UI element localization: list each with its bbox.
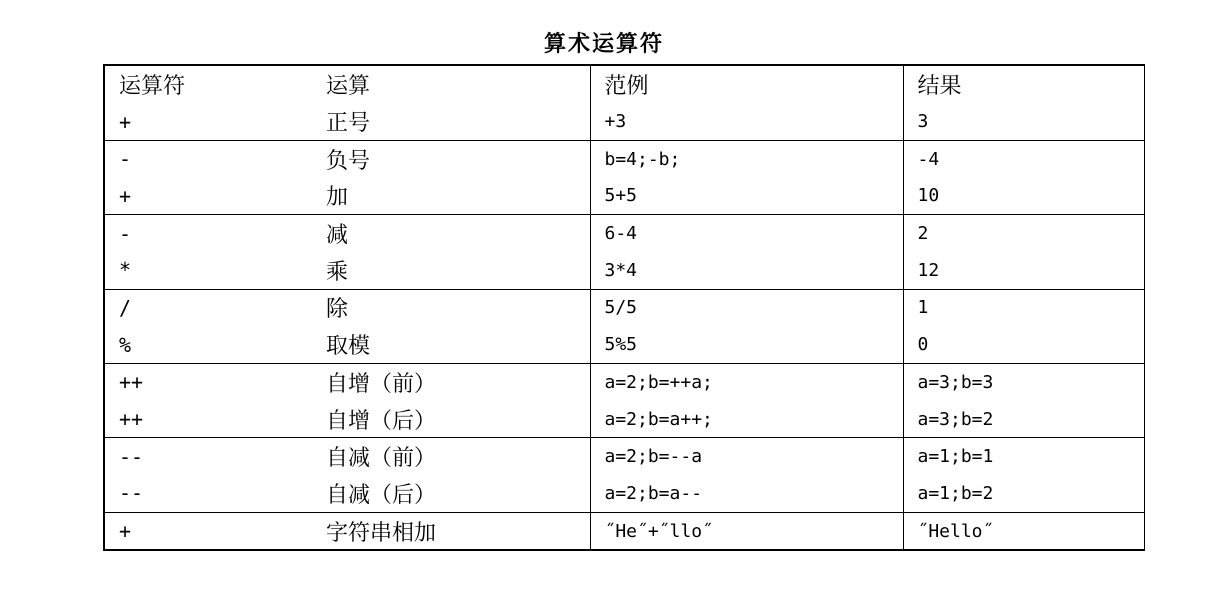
operation-cell: 正号 <box>326 111 371 137</box>
header-row <box>105 66 1144 103</box>
example-cell: +3 <box>590 103 903 140</box>
table-row <box>105 252 1144 289</box>
operator-cell: % <box>119 332 132 357</box>
operation-cell: 自减（后） <box>326 482 437 508</box>
operation-cell: 取模 <box>326 334 371 360</box>
operation-cell: 自减（前） <box>312 438 590 475</box>
operator-cell: -- <box>119 481 144 506</box>
operator-cell: - <box>105 140 312 177</box>
operator-cell: + <box>119 183 132 208</box>
result-cell: 10 <box>903 178 1144 215</box>
result-cell: a=3;b=2 <box>903 401 1144 438</box>
example-cell: 5+5 <box>590 178 903 215</box>
example-cell: a=2;b=--a <box>590 438 903 475</box>
example-cell: a=2;b=a++; <box>590 401 903 438</box>
result-cell: ˝Hello˝ <box>903 512 1144 549</box>
operator-cell: ++ <box>105 364 312 401</box>
table-title: 算术运算符 <box>543 32 664 57</box>
example-cell: a=2;b=a-- <box>590 475 903 512</box>
table-row <box>105 475 1144 512</box>
result-cell: 0 <box>903 326 1144 363</box>
result-cell: a=1;b=2 <box>903 475 1144 512</box>
operation-cell: 字符串相加 <box>312 512 590 549</box>
operator-cell: / <box>105 289 312 326</box>
table-row <box>105 289 1144 326</box>
example-cell: 3*4 <box>590 252 903 289</box>
operation-cell: 自增（前） <box>312 364 590 401</box>
operation-cell: 自增（后） <box>326 408 437 434</box>
table-row <box>105 178 1144 215</box>
table-row <box>105 401 1144 438</box>
example-cell: a=2;b=++a; <box>590 364 903 401</box>
table-row <box>105 103 1144 140</box>
example-cell: ˝He˝+˝llo˝ <box>590 512 903 549</box>
example-cell: b=4;-b; <box>590 140 903 177</box>
header-operator: 运算符 <box>119 74 186 100</box>
header-operation: 运算 <box>326 74 371 100</box>
operation-cell: 乘 <box>326 259 349 285</box>
operator-table <box>103 64 1145 551</box>
result-cell: a=3;b=3 <box>903 364 1144 401</box>
table-row <box>105 364 1144 401</box>
operator-cell: + <box>105 512 312 549</box>
operator-cell: + <box>119 109 132 134</box>
operation-cell: 除 <box>312 289 590 326</box>
operator-cell: - <box>105 215 312 252</box>
result-cell: 2 <box>903 215 1144 252</box>
result-cell: a=1;b=1 <box>903 438 1144 475</box>
operation-cell: 负号 <box>312 140 590 177</box>
example-cell: 5/5 <box>590 289 903 326</box>
operation-cell: 加 <box>326 185 349 211</box>
operator-cell: ++ <box>119 407 144 432</box>
table-row <box>105 215 1144 252</box>
header-example: 范例 <box>590 66 903 103</box>
table-row <box>105 326 1144 363</box>
operator-cell: -- <box>105 438 312 475</box>
table-row <box>105 438 1144 475</box>
result-cell: 3 <box>903 103 1144 140</box>
example-cell: 5%5 <box>590 326 903 363</box>
operator-cell: * <box>119 258 132 283</box>
header-result: 结果 <box>903 66 1144 103</box>
result-cell: 12 <box>903 252 1144 289</box>
result-cell: 1 <box>903 289 1144 326</box>
example-cell: 6-4 <box>590 215 903 252</box>
table-row <box>105 512 1144 549</box>
table-row <box>105 140 1144 177</box>
operation-cell: 减 <box>312 215 590 252</box>
result-cell: -4 <box>903 140 1144 177</box>
